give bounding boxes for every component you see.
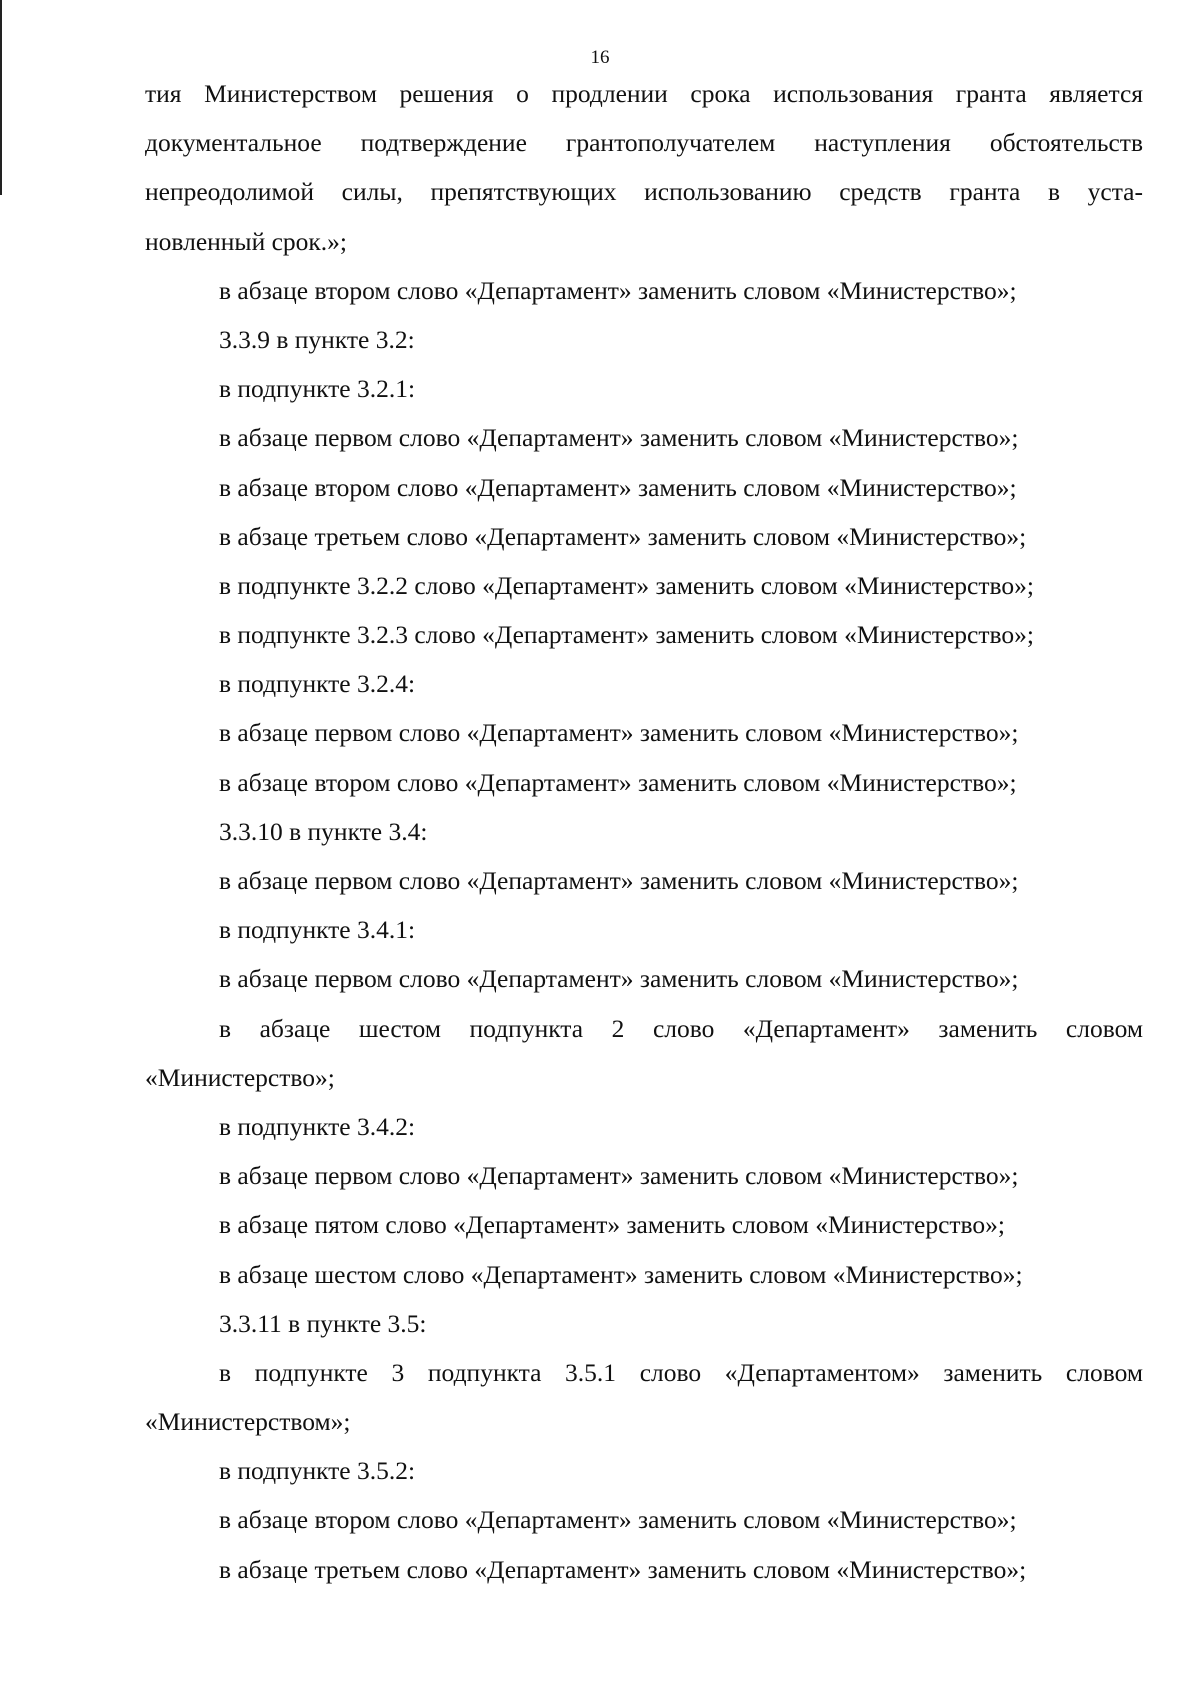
text-line: «Министерством»; bbox=[145, 1407, 351, 1437]
text-line: в абзаце первом слово «Департамент» заменить словом «Министерство»; bbox=[219, 964, 1019, 994]
text-line: в абзаце втором слово «Департамент» заменить словом «Министерство»; bbox=[219, 472, 1017, 502]
text-line: в абзаце шестом подпункта 2 слово «Департамент» заменить словом bbox=[219, 1013, 1143, 1043]
text-line: документальное подтверждение грантополучателем наступления обстоятельств bbox=[145, 128, 1143, 158]
text-line: в абзаце третьем слово «Департамент» заменить словом «Министерство»; bbox=[219, 1554, 1027, 1584]
text-line: в абзаце первом слово «Департамент» заменить словом «Министерство»; bbox=[219, 866, 1019, 895]
text-line: в абзаце пятом слово «Департамент» заменить словом «Министерство»; bbox=[219, 1210, 1006, 1240]
text-line: непреодолимой силы, препятствующих использованию средств гранта в уста- bbox=[145, 177, 1143, 207]
text-line: 3.3.9 в пункте 3.2: bbox=[219, 324, 415, 354]
text-line: в подпункте 3.4.2: bbox=[219, 1111, 416, 1141]
text-line: в абзаце первом слово «Департамент» заменить словом «Министерство»; bbox=[219, 423, 1019, 453]
text-line: новленный срок.»; bbox=[145, 226, 348, 256]
text-line: в подпункте 3.5.2: bbox=[219, 1456, 416, 1486]
text-line: в подпункте 3.4.1: bbox=[219, 915, 416, 945]
page-number: 16 bbox=[590, 47, 610, 68]
text-line: в абзаце первом слово «Департамент» заменить словом «Министерство»; bbox=[219, 718, 1019, 748]
document-text bbox=[145, 69, 1143, 1594]
text-line: в абзаце первом слово «Департамент» заменить словом «Министерство»; bbox=[219, 1161, 1019, 1191]
scan-edge-line bbox=[0, 0, 2, 195]
text-line: в подпункте 3.2.3 слово «Департамент» заменить словом «Министерство»; bbox=[219, 620, 1034, 650]
text-line: 3.3.11 в пункте 3.5: bbox=[219, 1308, 427, 1338]
text-line: в подпункте 3.2.1: bbox=[219, 374, 416, 404]
text-line: в подпункте 3 подпункта 3.5.1 слово «Департаментом» заменить словом bbox=[219, 1357, 1143, 1387]
text-line: в абзаце втором слово «Департамент» заменить словом «Министерство»; bbox=[219, 275, 1017, 305]
text-line: «Министерство»; bbox=[145, 1062, 335, 1092]
text-line: в подпункте 3.2.2 слово «Департамент» заменить словом «Министерство»; bbox=[219, 570, 1034, 600]
text-line: в абзаце втором слово «Департамент» заменить словом «Министерство»; bbox=[219, 767, 1017, 797]
text-line: тия Министерством решения о продлении срока использования гранта является bbox=[145, 79, 1143, 108]
text-line: 3.3.10 в пункте 3.4: bbox=[219, 816, 428, 846]
text-line: в абзаце втором слово «Департамент» заменить словом «Министерство»; bbox=[219, 1505, 1017, 1535]
text-line: в подпункте 3.2.4: bbox=[219, 669, 416, 699]
text-line: в абзаце третьем слово «Департамент» заменить словом «Министерство»; bbox=[219, 521, 1027, 551]
text-line: в абзаце шестом слово «Департамент» заменить словом «Министерство»; bbox=[219, 1259, 1023, 1289]
